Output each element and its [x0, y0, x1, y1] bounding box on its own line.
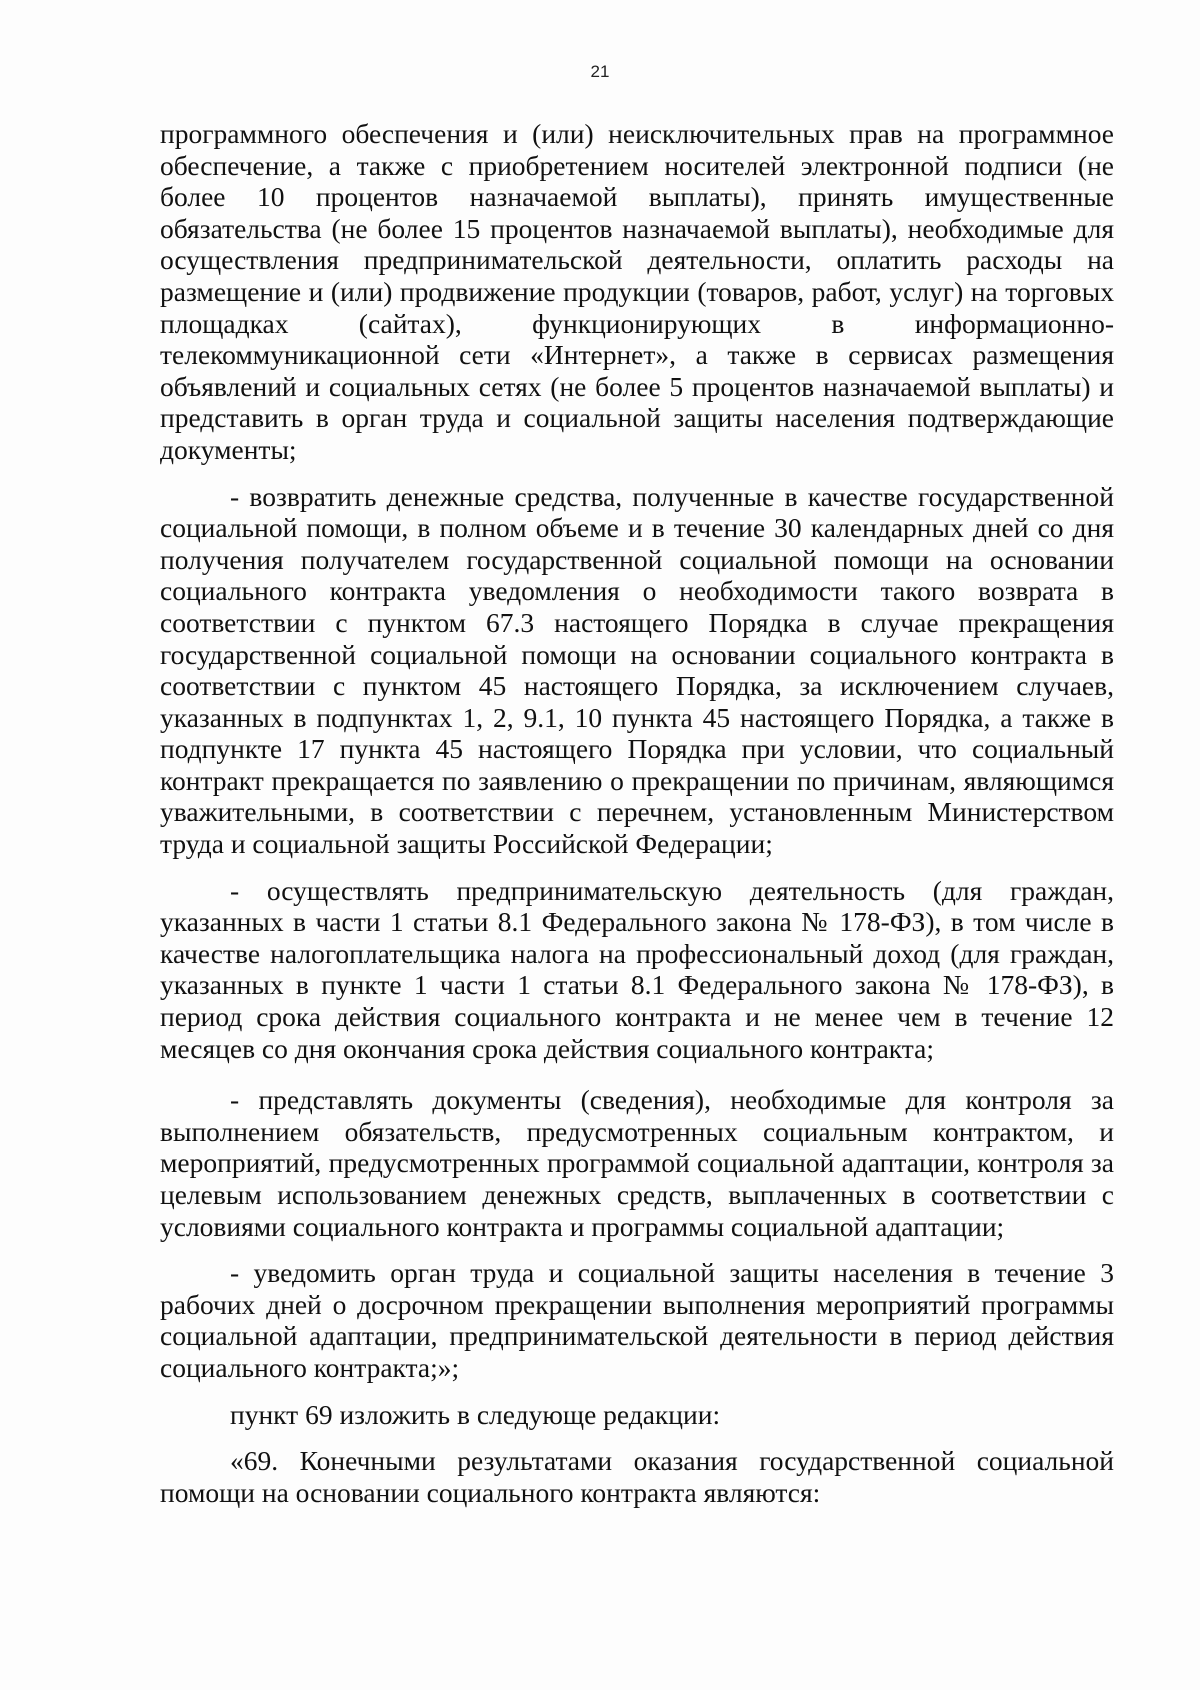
paragraph-continuation: программного обеспечения и (или) неисключительных прав на программное обеспечение, а также с приобретением носителей электронной подписи (не более 10 процентов назначаемой выплаты), принять имущественные обязательства (не более 15 процентов назначаемой выплаты), необходимые для осуществления предпринимательской деятельности, оплатить расходы на размещение и (или) продвижение продукции (товаров, работ, услуг) на торговых площадках (сайтах), функционирующих в информационно-телекоммуникационной сети «Интернет», а также в сервисах размещения объявлений и социальных сетях (не более 5 процентов назначаемой выплаты) и представить в орган труда и социальной защиты населения подтверждающие документы; [160, 118, 1114, 465]
paragraph-notify-authority: - уведомить орган труда и социальной защиты населения в течение 3 рабочих дней о досрочном прекращении выполнения мероприятий программы социальной адаптации, предпринимательской деятельности в период действия социального контракта;»; [160, 1257, 1114, 1383]
paragraph-item-69: «69. Конечными результатами оказания государственной социальной помощи на основании социального контракта являются: [160, 1445, 1114, 1508]
page-number: 21 [590, 62, 610, 81]
paragraph-submit-documents: - представлять документы (сведения), необходимые для контроля за выполнением обязательств, предусмотренных социальным контрактом, и мероприятий, предусмотренных программой социальной адаптации, контроля за целевым использованием денежных средств, выплаченных в соответствии с условиями социального контракта и программы социальной адаптации; [160, 1084, 1114, 1242]
document-body [160, 118, 1114, 1508]
paragraph-amendment-intro: пункт 69 изложить в следующе редакции: [230, 1398, 721, 1430]
paragraph-business-activity: - осуществлять предпринимательскую деятельность (для граждан, указанных в части 1 статьи 8.1 Федерального закона № 178-ФЗ), в том числе в качестве налогоплательщика налога на профессиональный доход (для граждан, указанных в пункте 1 части 1 статьи 8.1 Федерального закона № 178-ФЗ), в период срока действия социального контракта и не менее чем в течение 12 месяцев со дня окончания срока действия социального контракта; [160, 874, 1114, 1064]
paragraph-return-funds: - возвратить денежные средства, полученные в качестве государственной социальной помощи, в полном объеме и в течение 30 календарных дней со дня получения получателем государственной социальной помощи на основании социального контракта уведомления о необходимости такого возврата в соответствии с пунктом 67.3 настоящего Порядка в случае прекращения государственной социальной помощи на основании социального контракта в соответствии с пунктом 45 настоящего Порядка, за исключением случаев, указанных в подпунктах 1, 2, 9.1, 10 пункта 45 настоящего Порядка, а также в подпункте 17 пункта 45 настоящего Порядка при условии, что социальный контракт прекращается по заявлению о прекращении по причинам, являющимся уважительными, в соответствии с перечнем, установленным Министерством труда и социальной защиты Российской Федерации; [160, 480, 1114, 860]
